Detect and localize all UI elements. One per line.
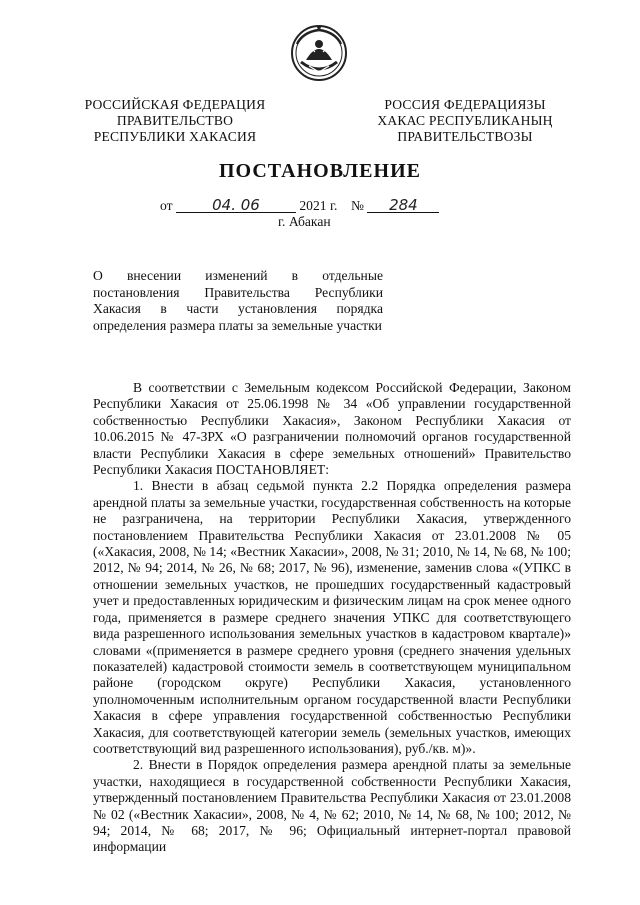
- number-sign: №: [351, 198, 364, 213]
- handwritten-date: 04. 06: [176, 198, 296, 213]
- date-prefix: от: [160, 198, 173, 213]
- body-paragraph: 1. Внести в абзац седьмой пункта 2.2 Порядка определения размера арендной платы за земельные участки, государственная собственность на которые не разграничена, на территории Республики Хакасия, утвержденного постановлением Правительства Республики Хакасия от 23.01.2008 № 05 («Хакасия, 2008, № 14; «Вестник Хакасии», 2008, № 31; 2010, № 14, № 68, № 100; 2012, № 94; 2014, № 26, № 68; 2017, № 96), изменение, заменив слова «(УПКС в отношении земельных участков, не прошедших государственный кадастровый учет и предоставленных юридическим и физическим лицам на срок менее одного года, применяется в размере среднего значения УПКС для соответствующего вида разрешенного использования земельных участков в кадастровом квартале)» словами «(применяется в размере среднего уровня (среднего значения удельных показателей) кадастровой стоимости земель в соответствующем муниципальном районе (городском округе) Республики Хакасия, установленного уполномоченным исполнительным органом государственной власти Республики Хакасия в сфере управления государственной собственностью Республики Хакасия, для соответствующей категории земель (земельных участков, имеющих соответствующий вид разрешенного использования), руб./кв. м)».: [93, 478, 571, 756]
- header-left-line: РЕСПУБЛИКИ ХАКАСИЯ: [93, 129, 257, 144]
- date-number-line: [160, 198, 439, 214]
- city-label: г. Абакан: [278, 214, 331, 229]
- header-left-line: РОССИЙСКАЯ ФЕДЕРАЦИЯ: [84, 97, 266, 112]
- coat-of-arms-emblem: [289, 22, 349, 82]
- header-right: [365, 97, 565, 145]
- header-left-line: ПРАВИТЕЛЬСТВО: [116, 113, 234, 128]
- header-left: [80, 97, 270, 145]
- body-paragraph: 2. Внести в Порядок определения размера арендной платы за земельные участки, находящиеся в государственной собственности Республики Хакасия, утвержденный постановлением Правительства Республики Хакасия от 23.01.2008 № 02 («Вестник Хакасии», 2008, № 4, № 62; 2010, № 14, № 68, № 100; 2012, № 94; 2014, № 68; 2017, № 96; Официальный интернет-портал правовой информации: [93, 757, 571, 855]
- header-right-line: ПРАВИТЕЛЬСТВОЗЫ: [397, 129, 533, 144]
- document-body: [93, 380, 571, 856]
- document-title: ПОСТАНОВЛЕНИЕ: [219, 160, 421, 182]
- header-right-line: ХАКАС РЕСПУБЛИКАНЫҢ: [377, 113, 553, 128]
- year-label: 2021 г.: [299, 198, 338, 213]
- header-right-line: РОССИЯ ФЕДЕРАЦИЯЗЫ: [384, 97, 546, 112]
- body-paragraph: В соответствии с Земельным кодексом Российской Федерации, Законом Республики Хакасия от 25.06.1998 № 34 «Об управлении государственной собственностью Республики Хакасия», Законом Республики Хакасия от 10.06.2015 № 47-ЗРХ «О разграничении полномочий органов государственной власти Республики Хакасия в сфере земельных отношений» Правительство Республики Хакасия ПОСТАНОВЛЯЕТ:: [93, 380, 571, 478]
- subject-block: О внесении изменений в отдельные постановления Правительства Республики Хакасия в части установления порядка определения размера платы за земельные участки: [93, 268, 383, 333]
- handwritten-number: 284: [367, 198, 439, 213]
